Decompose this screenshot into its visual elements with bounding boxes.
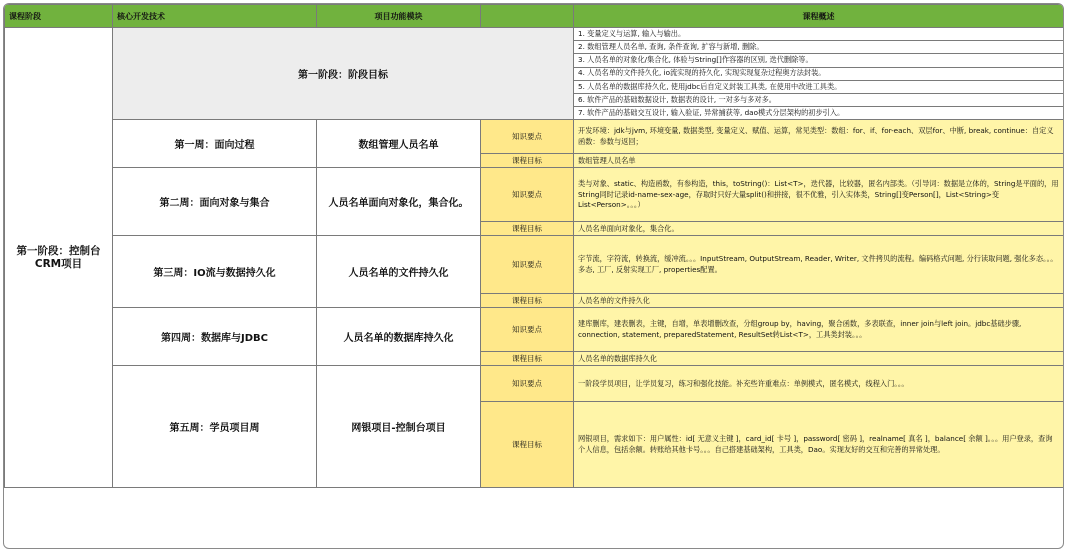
week-4-knowledge-label: 知识要点 xyxy=(481,308,574,352)
week-3-target-label: 课程目标 xyxy=(481,294,574,308)
stage-goal-item: 7. 软件产品的基础交互设计, 输入验证, 异常捕获等, dao模式分层架构的初步引入。 xyxy=(574,107,1064,120)
week-4-module: 人员名单的数据库持久化 xyxy=(317,308,481,366)
stage-goal-item: 6. 软件产品的基础数据设计, 数据表的设计, 一对多与多对多。 xyxy=(574,93,1064,106)
header-blank xyxy=(481,5,574,28)
header-overview: 课程概述 xyxy=(574,5,1064,28)
week-5-module: 网银项目-控制台项目 xyxy=(317,366,481,488)
header-stage: 课程阶段 xyxy=(5,5,113,28)
week-1-knowledge: 开发环境：jdk与jvm, 环境变量, 数据类型, 变量定义、赋值、运算，常见类型：数组：for、if、for-each、双层for、中断, break, continue：自定义函数：参数与返回； xyxy=(574,120,1064,154)
stage-goal-item: 5. 人员名单的数据库持久化, 使用jdbc后自定义封装工具类, 在使用中改进工具类。 xyxy=(574,80,1064,93)
header-row xyxy=(5,5,1064,28)
week-4-knowledge: 建库删库，建表删表，主键，自增，单表增删改查，分组group by，having，聚合函数，多表联查，inner join与left join。jdbc基础步骤, connection, statement, preparedStatement, ResultSet转List<T>，工具类封装。。。 xyxy=(574,308,1064,352)
week-5-target-label: 课程目标 xyxy=(481,402,574,488)
week-4-target: 人员名单的数据库持久化 xyxy=(574,352,1064,366)
week-3-module: 人员名单的文件持久化 xyxy=(317,236,481,308)
week-3-knowledge-label: 知识要点 xyxy=(481,236,574,294)
week-1-module: 数组管理人员名单 xyxy=(317,120,481,168)
week-4-target-label: 课程目标 xyxy=(481,352,574,366)
week-1-title: 第一周：面向过程 xyxy=(113,120,317,168)
week-2-target-label: 课程目标 xyxy=(481,222,574,236)
week-3-knowledge: 字节流，字符流，转换流，缓冲流。。。InputStream, OutputStream, Reader, Writer, 文件拷贝的流程。编码格式问题, 分行读取问题, 强化多态。。。多态, 工厂, 反射实现工厂, properties配置。 xyxy=(574,236,1064,294)
week-2-target: 人员名单面向对象化，集合化。 xyxy=(574,222,1064,236)
week-3-target: 人员名单的文件持久化 xyxy=(574,294,1064,308)
stage-name: 第一阶段：控制台CRM项目 xyxy=(5,28,113,488)
stage-goal-title: 第一阶段：阶段目标 xyxy=(113,28,574,120)
week-5-knowledge-label: 知识要点 xyxy=(481,366,574,402)
week-2-knowledge-label: 知识要点 xyxy=(481,168,574,222)
stage-goal-item: 1. 变量定义与运算, 输入与输出。 xyxy=(574,28,1064,41)
week-1-knowledge-label: 知识要点 xyxy=(481,120,574,154)
course-table xyxy=(4,4,1064,488)
week-1-target-label: 课程目标 xyxy=(481,154,574,168)
week-2-knowledge: 类与对象、static、构造函数，有参构造，this，toString()：List<T>，迭代器，比较器，匿名内部类。（引导词：数据是立体的，String是平面的，用String同时记录id-name-sex-age，存取时只好大量split()和拼接，很不优雅，引入实体类，String[]变Person[]，List<String>变List<Person>。。。） xyxy=(574,168,1064,222)
week-4-title: 第四周：数据库与JDBC xyxy=(113,308,317,366)
course-table-sheet xyxy=(3,3,1064,549)
header-tech: 核心开发技术 xyxy=(113,5,317,28)
header-module: 项目功能模块 xyxy=(317,5,481,28)
stage-goal-item: 4. 人员名单的文件持久化, io流实现的持久化, 实现实现复杂过程奥方法封装。 xyxy=(574,67,1064,80)
week-2-module: 人员名单面向对象化，集合化。 xyxy=(317,168,481,236)
stage-goal-item: 3. 人员名单的对象化/集合化, 体验与String[]作容器的区别, 迭代删除等。 xyxy=(574,54,1064,67)
week-5-target: 网银项目，需求如下：用户属性：id[ 无意义主键 ]，card_id[ 卡号 ]，password[ 密码 ]，realname[ 真名 ]，balance[ 余额 ]。。。用户登录，查询个人信息，包括余额。转账给其他卡号。。。自己搭建基础架构，工具类，Dao。实现友好的交互和完善的异常处理。 xyxy=(574,402,1064,488)
stage-goal-item: 2. 数组管理人员名单, 查询, 条件查询, 扩容与新增, 删除。 xyxy=(574,41,1064,54)
blur-overlay xyxy=(896,500,1061,548)
week-1-target: 数组管理人员名单 xyxy=(574,154,1064,168)
week-5-knowledge: 一阶段学员项目，让学员复习，练习和强化技能。补充些许重难点：单例模式，匿名模式，线程入门。。。 xyxy=(574,366,1064,402)
week-3-title: 第三周：IO流与数据持久化 xyxy=(113,236,317,308)
week-5-title: 第五周：学员项目周 xyxy=(113,366,317,488)
week-2-title: 第二周：面向对象与集合 xyxy=(113,168,317,236)
